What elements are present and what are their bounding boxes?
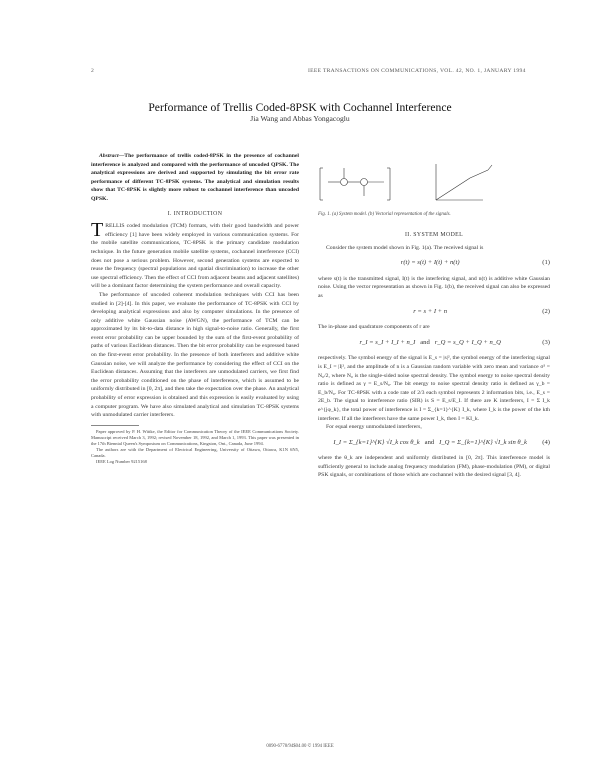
- equation-2: [318, 308, 550, 317]
- equation-3-and: and: [420, 338, 430, 346]
- figure-1a-block-diagram: [320, 168, 390, 200]
- figure-1b-vector-diagram: [436, 164, 492, 200]
- equation-4-number: (4): [542, 438, 550, 446]
- left-column: [91, 152, 299, 465]
- section-heading-system-model: II. SYSTEM MODEL: [404, 232, 464, 238]
- figure-caption: Fig. 1. (a) System model. (b) Vectorial representation of the signals.: [318, 212, 451, 217]
- equation-4-and: and: [424, 438, 435, 446]
- right-column: [318, 231, 550, 480]
- system-paragraph-4: respectively. The symbol energy of the signal is E_s = |s|², the symbol energy of the interfering signal is E_I = |I|², and the amplitude of n is a Gaussian random variable with zero mean and variance σ² = N₀/2, where N₀ is the single-sided noise spectral density. The symbol energy to noise spectral density ratio is defined as γ = E_s/N₀. The bit energy to noise spectral density ratio is defined as γ_b = E_b/N₀. For TC-8PSK with a code rate of 2/3 each symbol represents 2 information bits, i.e., E_s = 2E_b. The signal to interference ratio (SIR) is S = E_s/E_I. If there are K interferers, I = Σ I_k e^{jφ_k}, the total power of interference is I = Σ_{k=1}^{K} I_k, where I_k is the power of the kth interferer. If all the interferers have the same power I_k, then I = KI_k.: [318, 355, 550, 422]
- equation-1-body: r(t) = s(t) + I(t) + n(t): [400, 259, 460, 267]
- abstract-label: Abstract—: [99, 153, 125, 159]
- running-header: IEEE TRANSACTIONS ON COMMUNICATIONS, VOL. 42, NO. 1, JANUARY 1994: [308, 68, 526, 74]
- equation-1: [318, 259, 550, 268]
- system-paragraph-1: Consider the system model shown in Fig. 1(a). The received signal is: [326, 244, 484, 251]
- footnote-1: Paper approved by P. H. Wittke, the Editor for Communication Theory of the IEEE Communications Society. Manuscript received March 3, 1992; revised November 18, 1992, and March 1, 1993. This paper was presented in the 17th Biennial Queen's Symposium on Communications, Kingston, Ont., Canada, June 1994.: [91, 428, 299, 446]
- equation-3: [318, 339, 550, 348]
- system-paragraph-6: where the θ_k are independent and uniformly distributed in [0, 2π]. This interference model is sufficiently general to include analog frequency modulation (FM), phase-modulation (PM), or digital PSK signals, or combinations of those which are cochannel with the desired signal [3, 4].: [318, 455, 550, 479]
- footnote-3: IEEE Log Number 9215168: [96, 459, 147, 465]
- figure-1-system-model: [318, 160, 513, 206]
- intro-paragraph-1-text: RELLIS coded modulation (TCM) formats, with their good bandwidth and power efficiency [1] have been widely employed in various communication systems. For the mobile satellite communications, TC-8PSK is the primary candidate modulation technique. In the future generation mobile satellite systems, cochannel interference (CCI) does not pose a serious problem. However, second generation systems are expected to reuse the frequency (spectral populations and spatial discrimination) to increase the other use spectral efficiency. Then the effect of CCI from adjacent beams and adjacent satellites) will be a dominant factor determining the system performance and overall capacity.: [91, 223, 299, 290]
- footnote-rule: [91, 425, 139, 426]
- equation-3-number: (3): [542, 338, 550, 346]
- intro-paragraph-1: [91, 219, 299, 291]
- equation-2-number: (2): [542, 307, 550, 315]
- equation-1-number: (1): [542, 259, 550, 267]
- equation-3b: r_Q = s_Q + I_Q + n_Q: [434, 338, 501, 346]
- system-paragraph-5: For equal energy unmodulated interferers,: [326, 424, 422, 431]
- equation-2-body: r = s + I + n: [413, 307, 448, 315]
- paper-authors: Jia Wang and Abbas Yongacoglu: [250, 114, 350, 123]
- system-paragraph-3: The in-phase and quadrature components of r are: [318, 324, 430, 331]
- page-footer: 0090-6778/94$04.00 © 1994 IEEE: [266, 744, 334, 749]
- equation-4: [318, 439, 550, 448]
- system-paragraph-2: where s(t) is the transmitted signal, I(t) is the interfering signal, and n(t) is additive white Gaussian noise. Using the vector representation as shown in Fig. 1(b), the received signal can also be expressed as: [318, 275, 550, 299]
- dropcap-letter: T: [91, 219, 104, 242]
- equation-4b: I_Q = Σ_{k=1}^{K} √I_k sin θ_k: [439, 438, 527, 446]
- page-number: 2: [91, 68, 95, 74]
- paper-title: Performance of Trellis Coded-8PSK with Cochannel Interference: [148, 101, 452, 114]
- footnote-2: The authors are with the Department of Electrical Engineering, University of Ottawa, Ottawa, K1N 6N5, Canada.: [91, 447, 299, 459]
- section-heading-introduction: I. INTRODUCTION: [167, 210, 223, 217]
- abstract: [91, 152, 299, 204]
- abstract-text: The performance of trellis coded-8PSK in the presence of cochannel interference is analyzed and compared with the performance of uncoded QPSK. The analytical expressions are derived and supported by simulating the bit error rate performance of different TC-8PSK systems. The analytical and simulation results show that TC-8PSK is slightly more robust to cochannel interference than uncoded QPSK.: [91, 153, 299, 202]
- footnotes: [91, 429, 299, 466]
- equation-3a: r_I = s_I + I_I + n_I: [359, 338, 416, 346]
- intro-paragraph-2: The performance of uncoded coherent modulation techniques with CCI has been studied in [2]-[4]. In this paper, we evaluate the performance of TC-8PSK with CCI by developing analytical expressions and also by computer simulations. In the presence of only additive white Gaussian noise (AWGN), the performance of TCM can be approximated by its bit-to-data distance in high signal-to-noise ratio. Generally, the first event error probability can be upper bounded by the sum of the first-event probability of paths of various Euclidean distances. Then the bit error probability can be expressed based on the first-event error probability. In the presence of both interferers and additive white Gaussian noise, we will analyze the performance by considering the effect of CCI on the Euclidean distances. Assuming that the interferers are unmodulated carriers, we first find the error probability conditioned on the phase of interference, which is assumed to be uniformly distributed in [0, 2π], and then take the expectation over the phase. An analytical probability of error expression is obtained and this expression is easily evaluated by using a computer program. We have also simulated analytical and simulation TC-8PSK systems with unmodulated carrier interferers.: [91, 291, 299, 419]
- equation-4a: I_I = Σ_{k=1}^{K} √I_k cos θ_k: [333, 438, 420, 446]
